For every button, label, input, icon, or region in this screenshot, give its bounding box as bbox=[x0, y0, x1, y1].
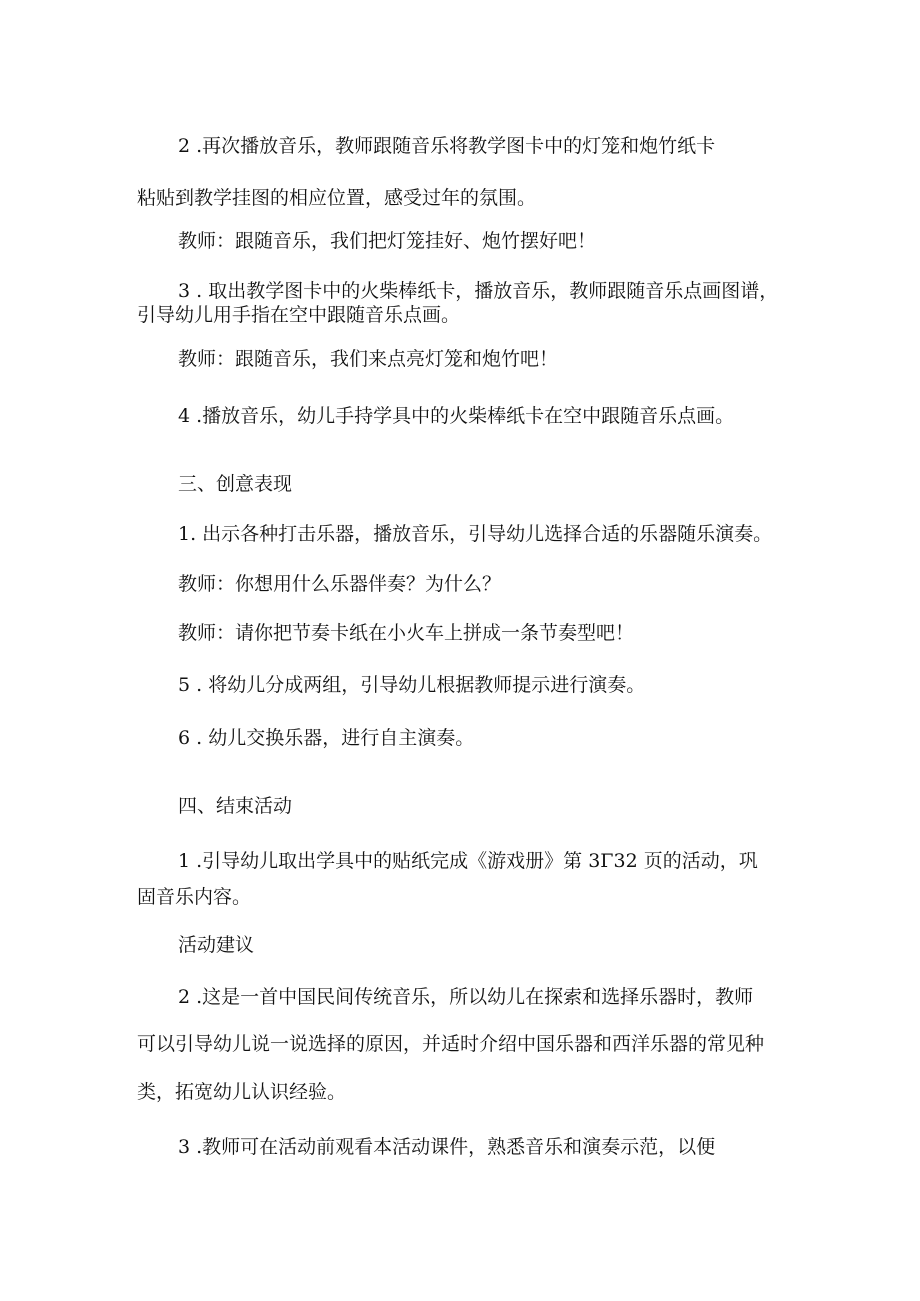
section-heading-suggestions: 活动建议 bbox=[178, 934, 255, 956]
step-3-line-1: 3 . 取出教学图卡中的火柴棒纸卡，播放音乐，教师跟随音乐点画图谱， bbox=[178, 280, 779, 302]
ending-step-1-line-2: 固音乐内容。 bbox=[137, 886, 252, 908]
creative-step-5: 5 . 将幼儿分成两组，引导幼儿根据教师提示进行演奏。 bbox=[178, 674, 646, 696]
section-heading-creative: 三、创意表现 bbox=[178, 473, 293, 495]
step-4-line: 4 .播放音乐，幼儿手持学具中的火柴棒纸卡在空中跟随音乐点画。 bbox=[178, 405, 735, 427]
suggestion-2-line-2: 可以引导幼儿说一说选择的原因，并适时介绍中国乐器和西洋乐器的常见种 bbox=[137, 1033, 765, 1055]
suggestion-2-line-3: 类，拓宽幼儿认识经验。 bbox=[137, 1081, 347, 1103]
teacher-line-3: 教师：你想用什么乐器伴奏？为什么？ bbox=[178, 573, 502, 595]
teacher-line-1: 教师：跟随音乐，我们把灯笼挂好、炮竹摆好吧！ bbox=[178, 230, 597, 252]
step-3-line-2: 引导幼儿用手指在空中跟随音乐点画。 bbox=[137, 304, 461, 326]
suggestion-3-line-1: 3 .教师可在活动前观看本活动课件，熟悉音乐和演奏示范，以便 bbox=[178, 1136, 716, 1158]
teacher-line-4: 教师：请你把节奏卡纸在小火车上拼成一条节奏型吧！ bbox=[178, 622, 635, 644]
teacher-line-2: 教师：跟随音乐，我们来点亮灯笼和炮竹吧！ bbox=[178, 348, 559, 370]
creative-step-6: 6 . 幼儿交换乐器，进行自主演奏。 bbox=[178, 727, 475, 749]
step-2-line-2: 粘贴到教学挂图的相应位置，感受过年的氛围。 bbox=[137, 187, 537, 209]
ending-step-1-line-1: 1 .引导幼儿取出学具中的贴纸完成《游戏册》第 3Γ32 页的活动，巩 bbox=[178, 850, 758, 872]
creative-step-1: 1. 出示各种打击乐器，播放音乐，引导幼儿选择合适的乐器随乐演奏。 bbox=[178, 523, 773, 545]
section-heading-ending: 四、结束活动 bbox=[178, 795, 293, 817]
step-2-line-1: 2 .再次播放音乐，教师跟随音乐将教学图卡中的灯笼和炮竹纸卡 bbox=[178, 135, 716, 157]
suggestion-2-line-1: 2 .这是一首中国民间传统音乐，所以幼儿在探索和选择乐器时，教师 bbox=[178, 986, 754, 1008]
